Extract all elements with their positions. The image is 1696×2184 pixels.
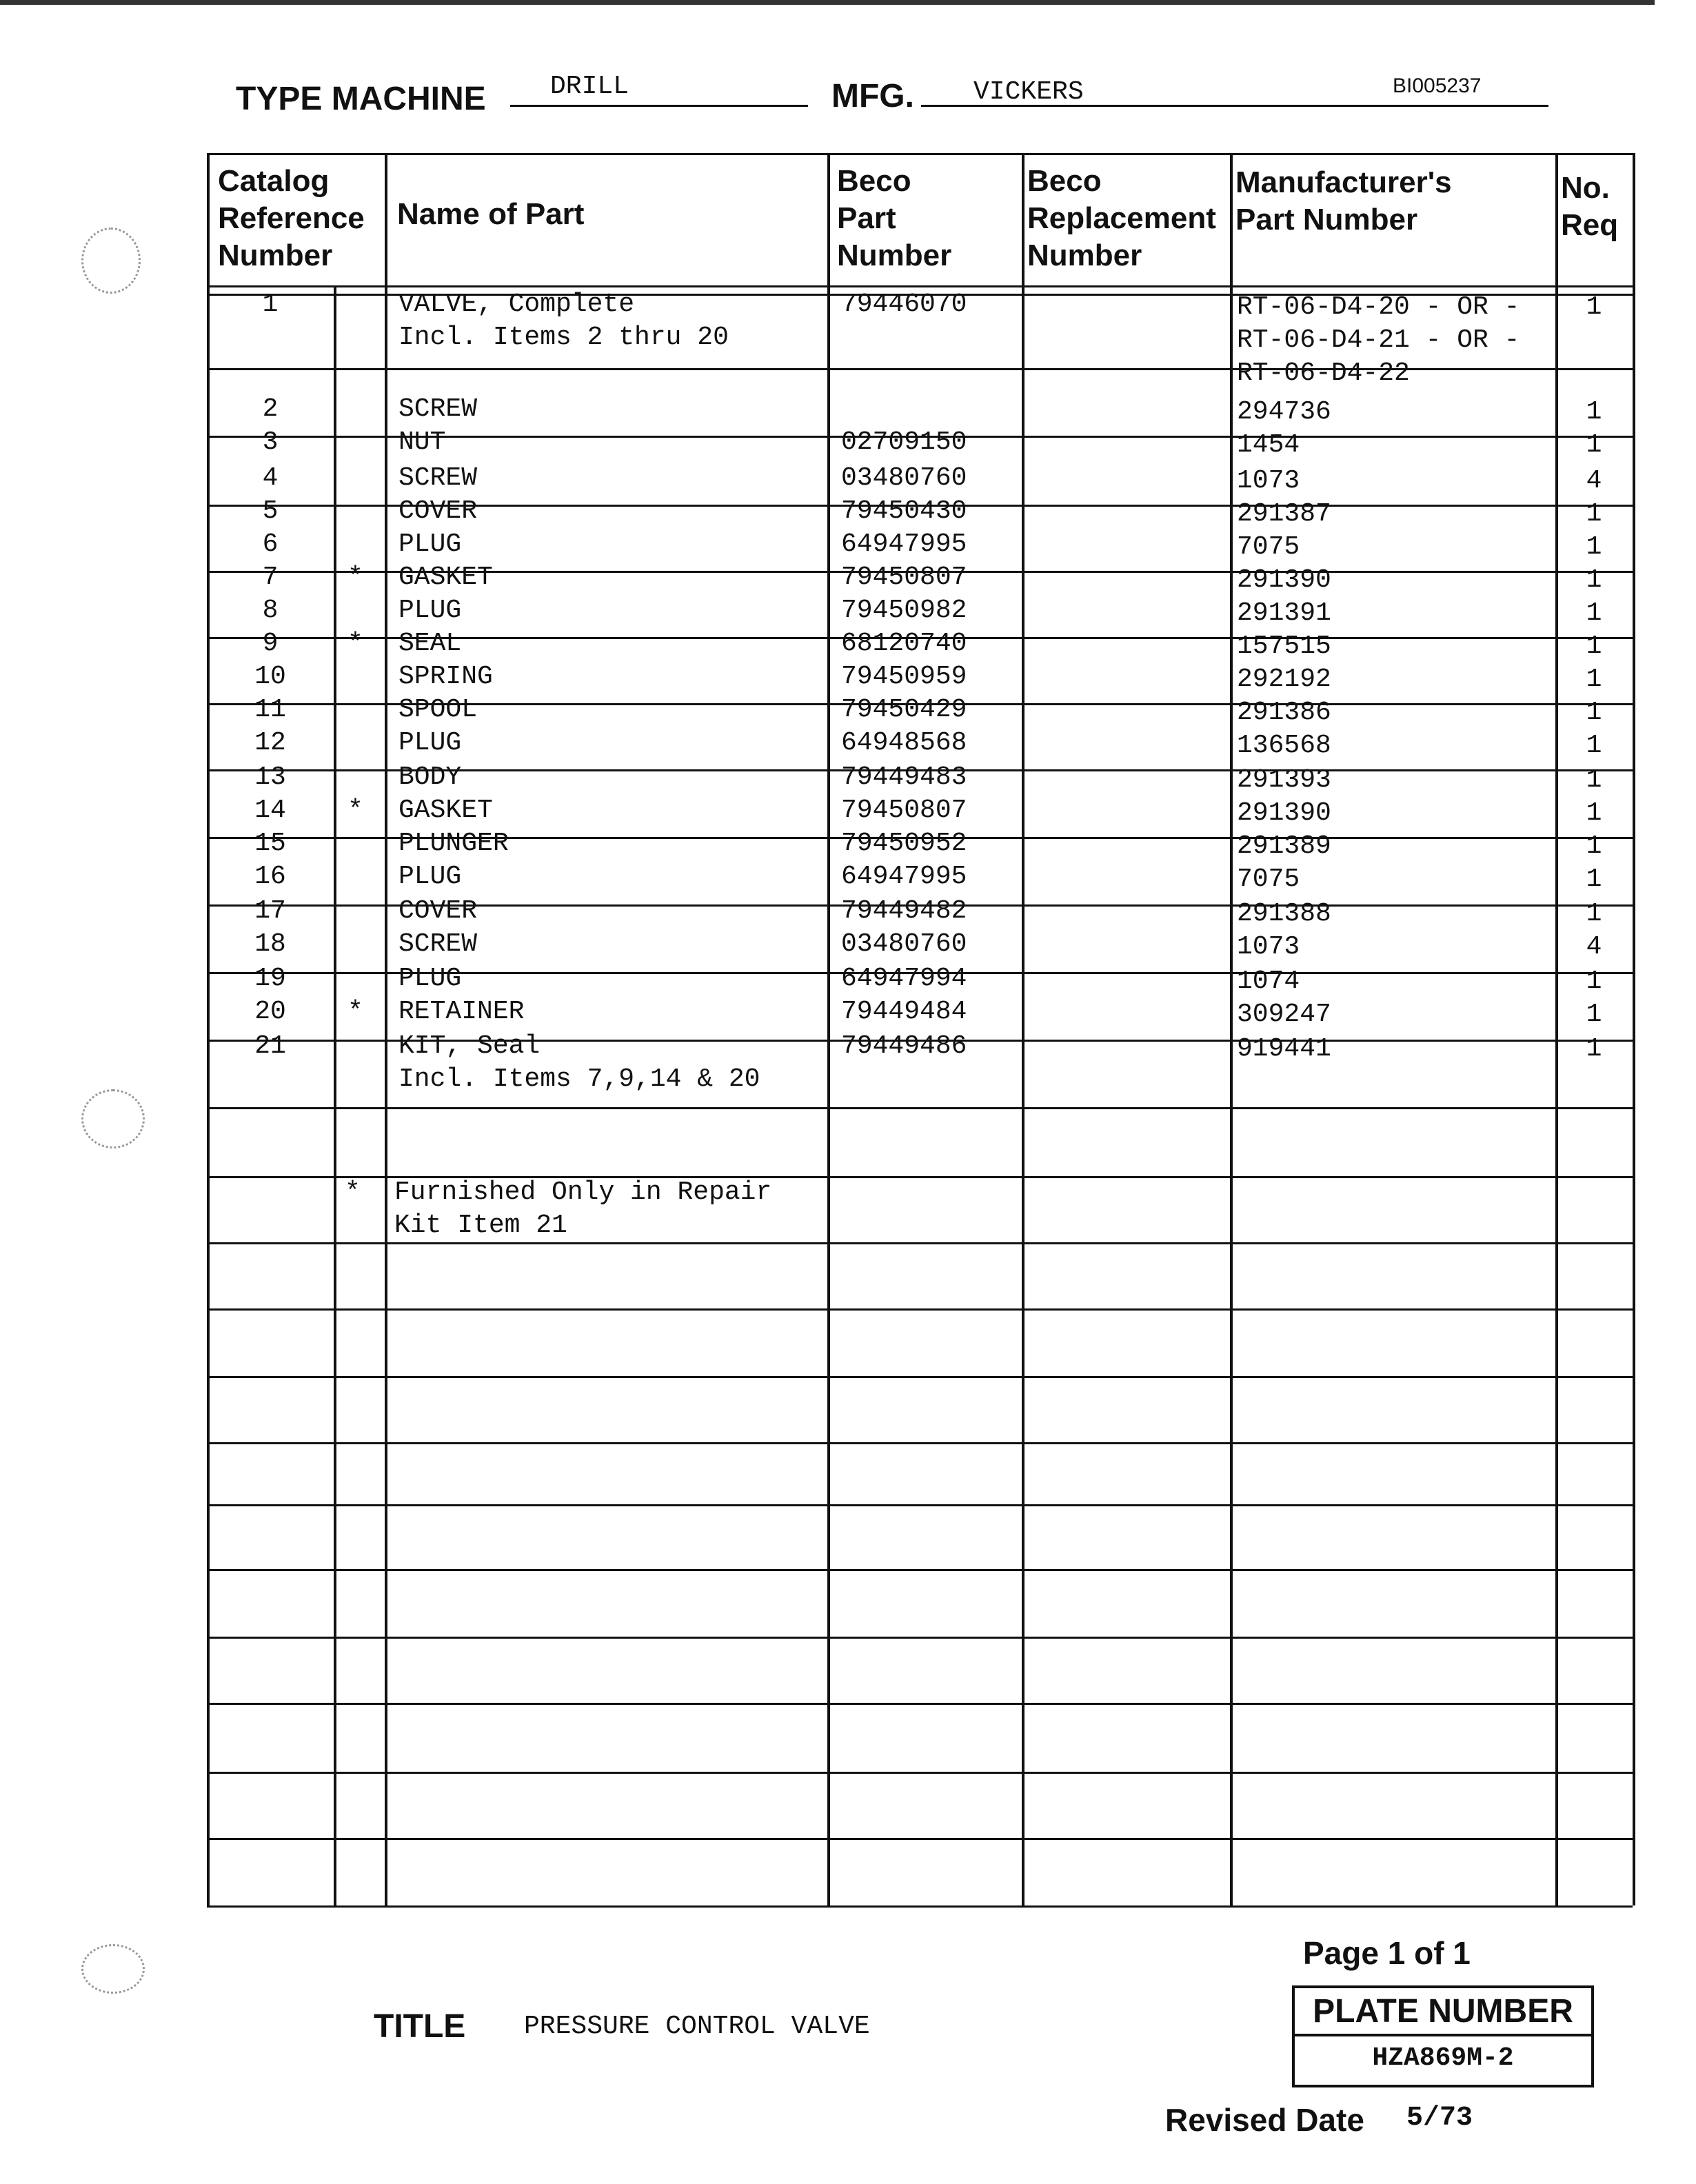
footnote-star: *	[345, 1177, 361, 1207]
manufacturer-part-number: 291390	[1237, 798, 1331, 828]
ref-number: 19	[254, 964, 286, 993]
part-name: BODY	[398, 762, 462, 792]
row-rule	[207, 1308, 1633, 1311]
quantity-required: 1	[1586, 397, 1602, 427]
manufacturer-part-number: 1074	[1237, 967, 1300, 996]
ref-number: 6	[262, 529, 279, 559]
manufacturer-part-number: 291391	[1237, 598, 1331, 628]
document-id: BI005237	[1393, 74, 1482, 97]
ref-number: 5	[262, 496, 279, 526]
col-header-no-req: No. Req	[1561, 171, 1619, 242]
part-name: COVER	[398, 896, 478, 926]
beco-part-number: 79450807	[841, 563, 967, 592]
manufacturer-part-number: 309247	[1237, 1000, 1331, 1029]
ref-number: 14	[254, 796, 286, 825]
row-rule	[207, 1107, 1633, 1109]
part-name: NUT	[398, 427, 446, 457]
title-value: PRESSURE CONTROL VALVE	[524, 2012, 870, 2041]
quantity-required: 4	[1586, 466, 1602, 496]
row-rule	[207, 1703, 1633, 1705]
punch-hole-mark	[81, 228, 141, 294]
col-header-beco-part: Beco Part Number	[837, 164, 952, 272]
manufacturer-part-number: 294736	[1237, 397, 1331, 427]
ref-number: 15	[254, 829, 286, 858]
part-name: PLUG	[398, 596, 462, 625]
repair-kit-marker: *	[347, 629, 363, 658]
part-name: KIT, Seal Incl. Items 7,9,14 & 20	[398, 1031, 760, 1094]
table-border-right	[1633, 153, 1635, 1905]
manufacturer-part-number: 1073	[1237, 466, 1300, 496]
ref-number: 4	[262, 463, 279, 493]
plate-number-value: HZA869M-2	[1372, 2043, 1514, 2073]
ref-number: 3	[262, 427, 279, 457]
quantity-required: 1	[1586, 1034, 1602, 1064]
quantity-required: 1	[1586, 665, 1602, 694]
part-name: PLUG	[398, 964, 462, 993]
manufacturer-part-number: 157515	[1237, 631, 1331, 661]
ref-number: 8	[262, 596, 279, 625]
plate-number-box	[1292, 1985, 1594, 2087]
manufacturer-part-number: 291386	[1237, 698, 1331, 727]
quantity-required: 1	[1586, 698, 1602, 727]
ref-number: 18	[254, 929, 286, 959]
quantity-required: 1	[1586, 1000, 1602, 1029]
beco-part-number: 79450807	[841, 796, 967, 825]
part-name: PLUG	[398, 862, 462, 891]
quantity-required: 1	[1586, 967, 1602, 996]
ref-number: 1	[262, 290, 279, 319]
manufacturer-part-number: 7075	[1237, 532, 1300, 562]
mfg-value: VICKERS	[973, 77, 1084, 107]
beco-part-number: 79450952	[841, 829, 967, 858]
col-header-catalog: Catalog Reference Number	[218, 164, 365, 272]
manufacturer-part-number: 1073	[1237, 932, 1300, 962]
part-name: SCREW	[398, 463, 478, 493]
punch-hole-mark	[81, 1089, 145, 1149]
quantity-required: 1	[1586, 532, 1602, 562]
column-rule	[1230, 153, 1233, 1905]
column-rule	[827, 153, 830, 1905]
part-name: GASKET	[398, 563, 493, 592]
ref-number: 12	[254, 728, 286, 758]
title-label: TITLE	[374, 2008, 466, 2045]
ref-number: 2	[262, 394, 279, 424]
beco-part-number: 79449484	[841, 997, 967, 1027]
manufacturer-part-number: 919441	[1237, 1034, 1331, 1064]
part-name: SCREW	[398, 929, 478, 959]
type-machine-value: DRILL	[550, 72, 629, 101]
manufacturer-part-number: 291393	[1237, 765, 1331, 795]
manufacturer-part-number: 7075	[1237, 865, 1300, 894]
page-indicator: Page 1 of 1	[1303, 1935, 1471, 1971]
ref-number: 7	[262, 563, 279, 592]
beco-part-number: 64948568	[841, 728, 967, 758]
row-rule	[207, 1442, 1633, 1444]
beco-part-number: 79450430	[841, 496, 967, 526]
part-name: SPRING	[398, 662, 493, 691]
quantity-required: 1	[1586, 865, 1602, 894]
plate-number-label: PLATE NUMBER	[1313, 1993, 1573, 2030]
column-rule	[1022, 153, 1024, 1905]
quantity-required: 1	[1586, 598, 1602, 628]
col-header-beco-replacement: Beco Replacement Number	[1027, 164, 1216, 272]
beco-part-number: 79449486	[841, 1031, 967, 1061]
ref-number: 17	[254, 896, 286, 926]
quantity-required: 1	[1586, 831, 1602, 861]
part-name: VALVE, Complete Incl. Items 2 thru 20	[398, 290, 729, 352]
table-border-bottom	[207, 1905, 1633, 1908]
row-rule	[207, 1504, 1633, 1506]
quantity-required: 4	[1586, 932, 1602, 962]
plate-box-divider	[1295, 2034, 1591, 2036]
ref-number: 16	[254, 862, 286, 891]
beco-part-number: 02709150	[841, 427, 967, 457]
quantity-required: 1	[1586, 731, 1602, 760]
beco-part-number: 79449482	[841, 896, 967, 926]
row-rule	[207, 1838, 1633, 1840]
quantity-required: 1	[1586, 499, 1602, 529]
manufacturer-part-number: RT-06-D4-20 - OR - RT-06-D4-21 - OR - RT-06-D4-22	[1237, 292, 1520, 388]
part-name: COVER	[398, 496, 478, 526]
quantity-required: 1	[1586, 565, 1602, 595]
beco-part-number: 79450982	[841, 596, 967, 625]
part-name: SCREW	[398, 394, 478, 424]
beco-part-number: 64947994	[841, 964, 967, 993]
beco-part-number: 79450429	[841, 695, 967, 725]
punch-hole-mark	[81, 1944, 145, 1994]
quantity-required: 1	[1586, 899, 1602, 929]
ref-number: 13	[254, 762, 286, 792]
manufacturer-part-number: 136568	[1237, 731, 1331, 760]
row-rule	[207, 1569, 1633, 1571]
manufacturer-part-number: 291388	[1237, 899, 1331, 929]
ref-number: 10	[254, 662, 286, 691]
part-name: GASKET	[398, 796, 493, 825]
header-rule	[207, 285, 1633, 287]
row-rule	[207, 1772, 1633, 1774]
quantity-required: 1	[1586, 631, 1602, 661]
repair-kit-marker: *	[347, 796, 363, 825]
ref-number: 11	[254, 695, 286, 725]
part-name: PLUG	[398, 529, 462, 559]
quantity-required: 1	[1586, 765, 1602, 795]
revised-date-value: 5/73	[1406, 2103, 1473, 2134]
ref-number: 20	[254, 997, 286, 1027]
column-rule	[385, 153, 387, 1905]
repair-kit-marker: *	[347, 563, 363, 592]
manufacturer-part-number: 291387	[1237, 499, 1331, 529]
beco-part-number: 68120740	[841, 629, 967, 658]
part-name: RETAINER	[398, 997, 525, 1027]
revised-date-label: Revised Date	[1165, 2102, 1364, 2138]
beco-part-number: 03480760	[841, 929, 967, 959]
ref-number: 9	[262, 629, 279, 658]
part-name: SEAL	[398, 629, 462, 658]
row-rule	[207, 1637, 1633, 1639]
row-rule	[207, 1376, 1633, 1378]
part-name: PLUG	[398, 728, 462, 758]
beco-part-number: 64947995	[841, 862, 967, 891]
table-border-top	[207, 153, 1633, 155]
part-name: PLUNGER	[398, 829, 509, 858]
type-machine-label: TYPE MACHINE	[236, 81, 486, 117]
col-header-name: Name of Part	[397, 197, 585, 231]
repair-kit-marker: *	[347, 997, 363, 1027]
manufacturer-part-number: 292192	[1237, 665, 1331, 694]
col-header-manufacturer-part: Manufacturer's Part Number	[1235, 165, 1452, 236]
quantity-required: 1	[1586, 292, 1602, 322]
beco-part-number: 79450959	[841, 662, 967, 691]
ref-number: 21	[254, 1031, 286, 1061]
column-rule	[334, 285, 336, 1905]
part-name: SPOOL	[398, 695, 478, 725]
manufacturer-part-number: 291389	[1237, 831, 1331, 861]
beco-part-number: 79446070	[841, 290, 967, 319]
manufacturer-part-number: 1454	[1237, 430, 1300, 460]
mfg-label: MFG.	[831, 78, 914, 114]
quantity-required: 1	[1586, 430, 1602, 460]
beco-part-number: 64947995	[841, 529, 967, 559]
beco-part-number: 79449483	[841, 762, 967, 792]
row-rule	[207, 1242, 1633, 1244]
quantity-required: 1	[1586, 798, 1602, 828]
manufacturer-part-number: 291390	[1237, 565, 1331, 595]
footnote-text: Furnished Only in Repair Kit Item 21	[394, 1177, 772, 1240]
beco-part-number: 03480760	[841, 463, 967, 493]
